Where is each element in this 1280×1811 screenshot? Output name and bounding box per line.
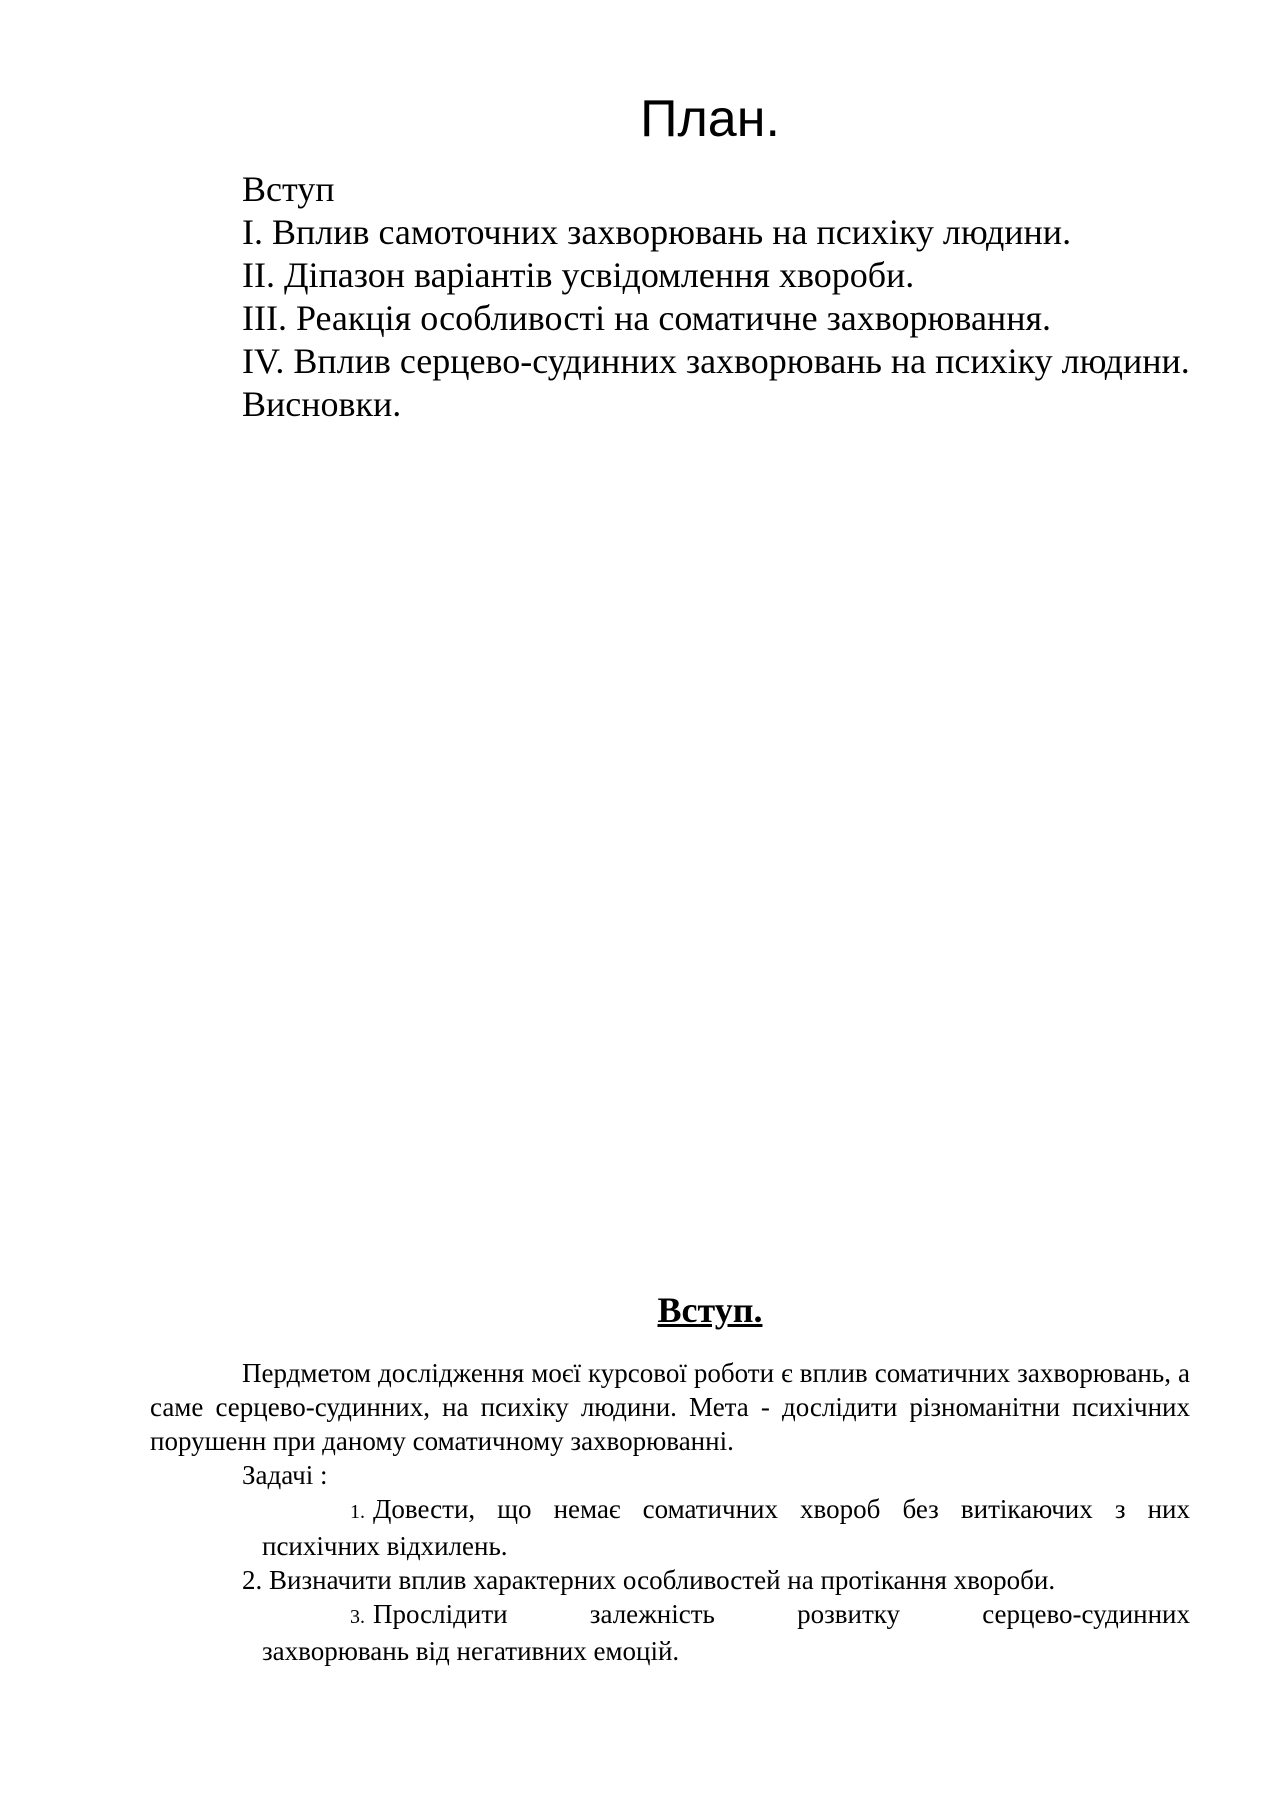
task-1-text-line1: Довести, що немає соматичних хвороб без витікаючих з них — [373, 1494, 1190, 1524]
intro-heading: Вступ. — [657, 1290, 763, 1330]
task-3-text-line1: Прослідити залежність розвитку серцево-судинних — [373, 1599, 1190, 1629]
plan-list — [150, 168, 1190, 426]
plan-item-2: II. Діпазон варіантів усвідомлення хвороби. — [242, 255, 915, 295]
intro-paragraph: Пердметом дослідження моєї курсової роботи є вплив соматичних захворювань, а саме серцево-судинних, на психіку людини. Мета - дослідити різноманітни психічних порушенн при даному соматичному захворюванні. — [150, 1358, 1190, 1456]
plan-item-intro: Вступ — [242, 169, 335, 209]
plan-item-1: I. Вплив самоточних захворювань на психіку людини. — [242, 212, 1072, 252]
tasks-label: Задачі : — [242, 1460, 328, 1490]
intro-body — [150, 1356, 1190, 1668]
task-3-number: 3. — [350, 1606, 365, 1628]
plan-item-3: III. Реакція особливості на соматичне захворювання. — [242, 298, 1052, 338]
task-2-number: 2. — [242, 1565, 263, 1595]
task-3-first-line — [262, 1597, 1190, 1634]
task-3-text-line2: захворювань від негативних емоцій. — [262, 1636, 680, 1666]
task-item-3 — [150, 1597, 1190, 1668]
task-item-1 — [150, 1492, 1190, 1563]
task-2-text: Визначити вплив характерних особливостей на протікання хвороби. — [269, 1565, 1056, 1595]
task-1-text-line2: психічних відхилень. — [262, 1531, 508, 1561]
plan-item-4: IV. Вплив серцево-судинних захворювань на психіку людини. — [242, 341, 1190, 381]
task-1-first-line — [262, 1492, 1190, 1529]
task-item-2 — [150, 1563, 1190, 1597]
plan-item-conclusions: Висновки. — [242, 384, 402, 424]
task-1-number: 1. — [350, 1501, 365, 1523]
page-title: План. — [640, 90, 780, 148]
